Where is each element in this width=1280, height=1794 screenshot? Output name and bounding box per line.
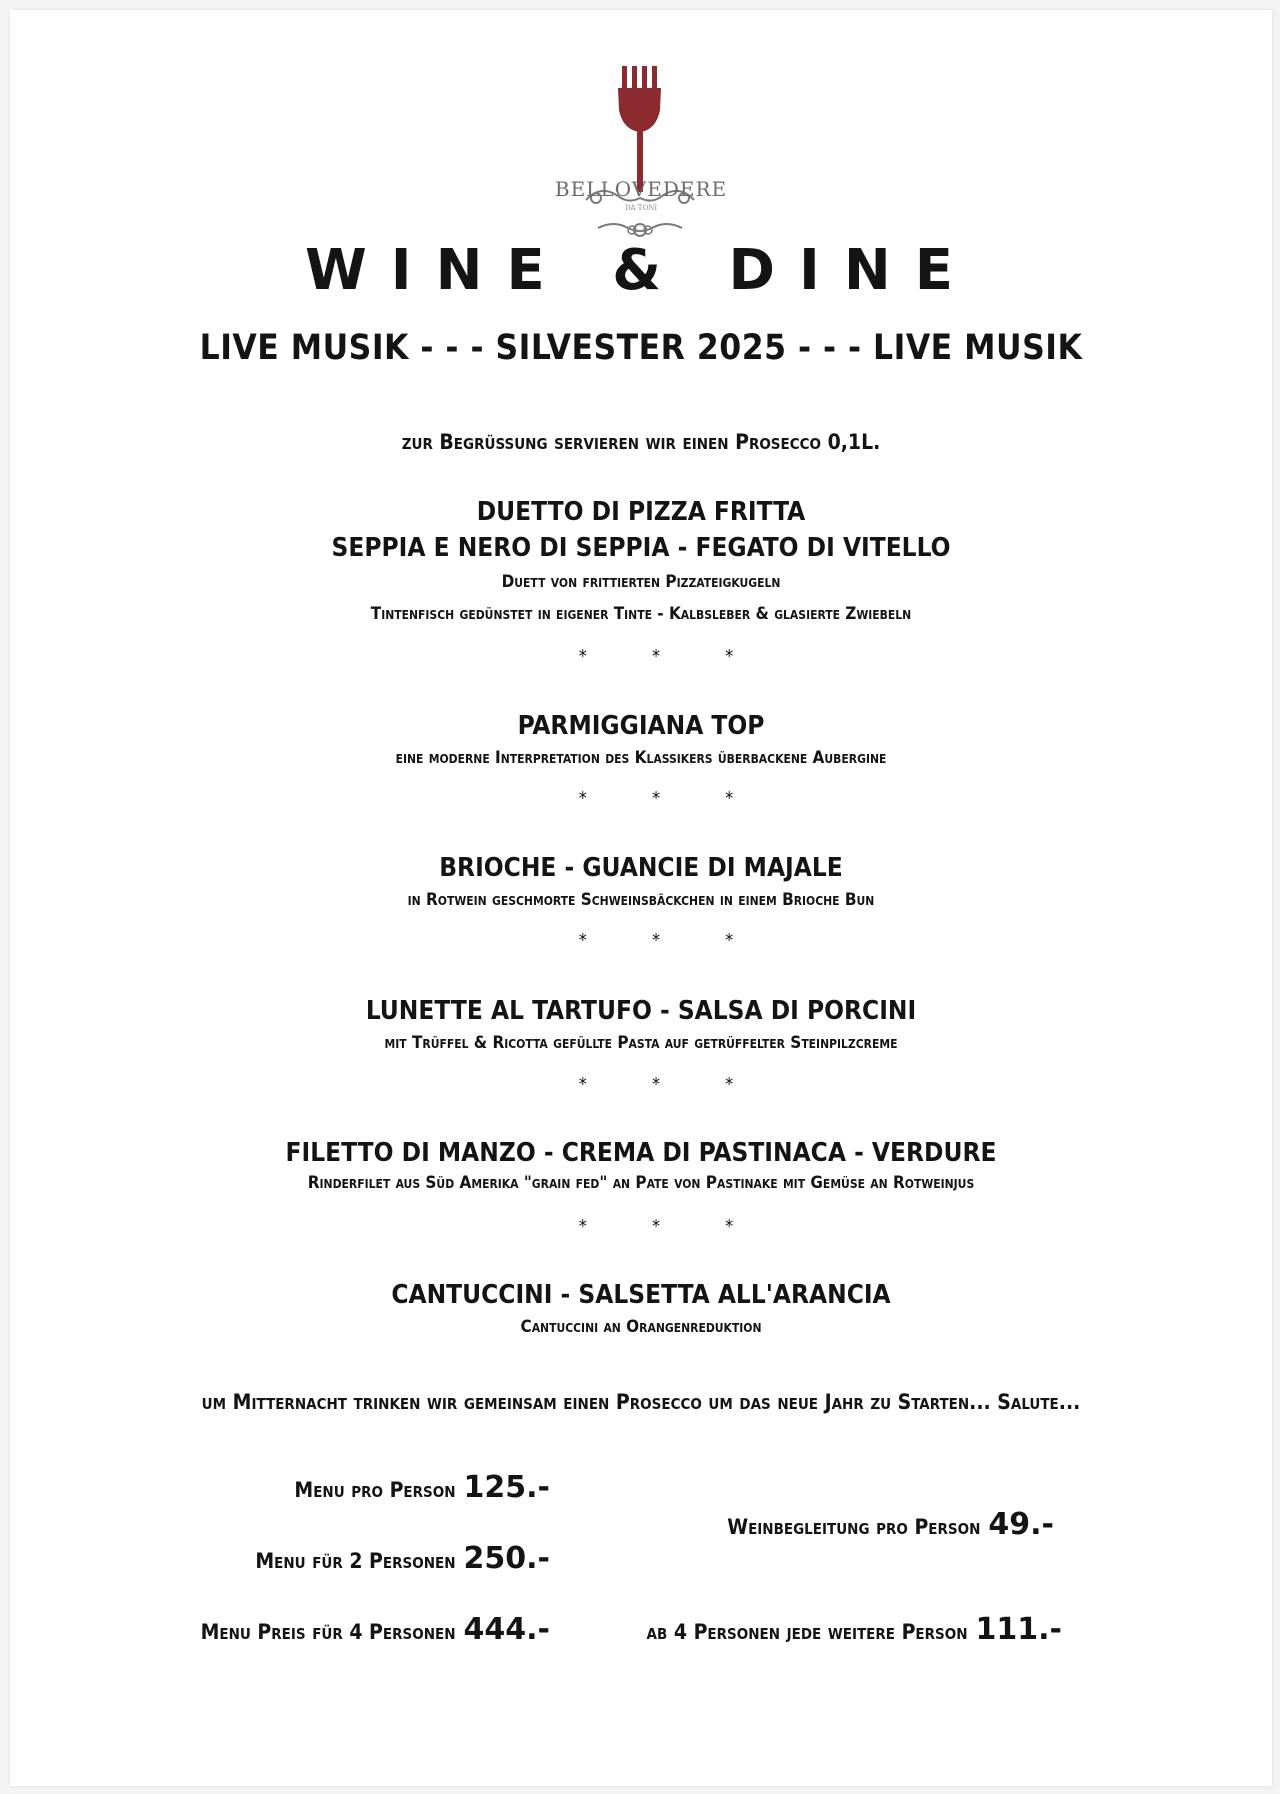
logo-name: BELLOVEDERE [554,177,728,201]
separator-stars: * * * [578,788,764,809]
menu-page [10,10,1272,1786]
separator-stars: * * * [578,1216,764,1237]
separator-stars: * * * [578,646,764,667]
price-label: Menu pro Person [294,1478,456,1502]
course-description: eine moderne Interpretation des Klassikers überbackene Aubergine [395,748,887,768]
course-description: Tintenfisch gedünstet in eigener Tinte - Kalbsleber & glasierte Zwiebeln [370,604,912,624]
price-amount: 125.- [463,1470,550,1505]
midnight-text: um Mitternacht trinken wir gemeinsam einen Prosecco um das neue Jahr zu Starten... Salute... [201,1390,1081,1414]
price-label: Weinbegleitung pro Person [727,1515,981,1539]
course-description: Rinderfilet aus Süd Amerika "grain fed" an Pate von Pastinake mit Gemüse an Rotweinjus [307,1173,975,1193]
course-description: Duett von frittierten Pizzateigkugeln [501,572,781,592]
price-menu-per-person [294,1470,550,1505]
course-description: in Rotwein geschmorte Schweinsbäckchen in einem Brioche Bun [407,890,875,910]
course-title: SEPPIA E NERO DI SEPPIA - FEGATO DI VITELLO [331,533,951,563]
separator-stars: * * * [578,1074,764,1095]
price-label: Menu für 2 Personen [255,1549,456,1573]
price-amount: 250.- [463,1541,550,1576]
course-title: DUETTO DI PIZZA FRITTA [476,497,806,527]
course-3 [10,850,1272,910]
page-subtitle: LIVE MUSIK - - - SILVESTER 2025 - - - LIVE MUSIK [199,328,1083,368]
course-title: LUNETTE AL TARTUFO - SALSA DI PORCINI [365,996,917,1026]
price-menu-4-persons [201,1612,550,1647]
course-2 [10,708,1272,768]
price-wine-pairing [727,1507,1054,1542]
page-title: WINE & DINE [305,238,977,303]
course-title: CANTUCCINI - SALSETTA ALL'ARANCIA [391,1280,891,1310]
course-5 [10,1135,1272,1193]
price-additional-person [647,1612,1062,1647]
course-title: FILETTO DI MANZO - CREMA DI PASTINACA - VERDURE [285,1138,997,1168]
logo [10,58,1272,242]
welcome-text: zur Begrüßung servieren wir einen Prosecco 0,1L. [401,430,881,454]
course-title: BRIOCHE - GUANCIE DI MAJALE [439,853,843,883]
price-amount: 444.- [463,1612,550,1647]
price-label: Menu Preis für 4 Personen [200,1620,456,1644]
price-amount: 49.- [988,1507,1054,1542]
course-6 [10,1277,1272,1337]
price-menu-2-persons [255,1541,550,1576]
course-title: PARMIGGIANA TOP [517,711,765,741]
course-4 [10,993,1272,1053]
logo-tagline: DA TONI [624,204,658,212]
course-description: Cantuccini an Orangenreduktion [520,1317,762,1337]
price-label: ab 4 Personen jede weitere Person [646,1620,968,1644]
separator-stars: * * * [578,930,764,951]
price-amount: 111.- [975,1612,1062,1647]
course-1 [10,494,1272,624]
course-description: mit Trüffel & Ricotta gefüllte Pasta auf getrüffelter Steinpilzcreme [384,1033,898,1053]
